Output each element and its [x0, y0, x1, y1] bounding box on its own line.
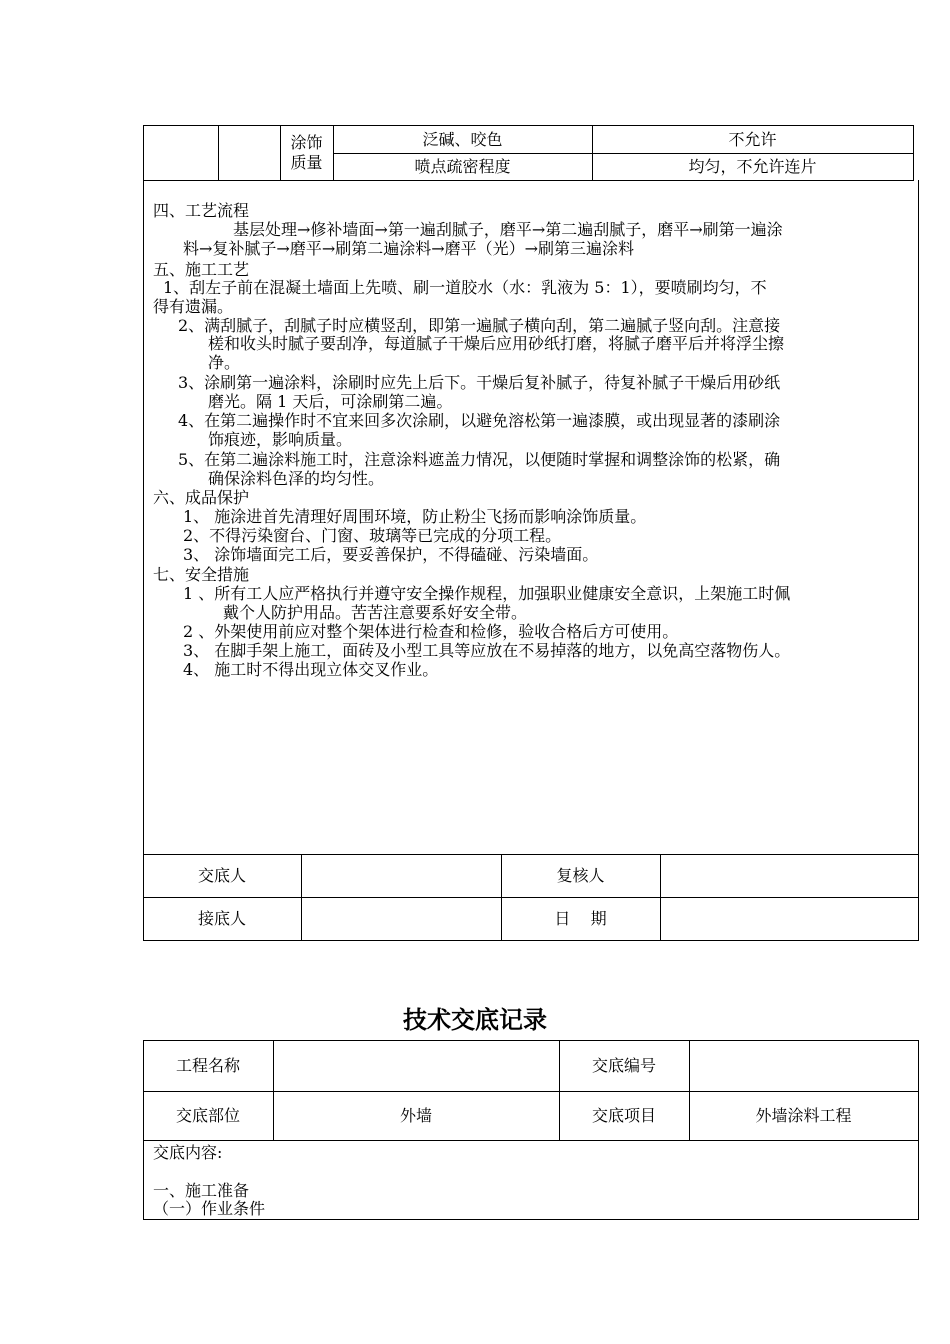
record-row-divider	[143, 1140, 919, 1141]
signature-border-top	[143, 854, 919, 855]
body-line: 确保涂料色泽的均匀性。	[208, 469, 385, 488]
table-border-top	[143, 125, 914, 126]
body-line: 槎和收头时腻子要刮净，每道腻子干燥后应用砂纸打磨，将腻子磨平后并将浮尘擦	[208, 334, 785, 353]
reviewer-label: 复核人	[556, 866, 605, 885]
project-name-label: 工程名称	[175, 1056, 240, 1075]
table-cell-item: 泛碱、咬色	[422, 130, 503, 149]
table-cell-requirement: 不允许	[728, 130, 777, 149]
page-title: 技术交底记录	[403, 1006, 547, 1034]
signature-col-line	[301, 854, 302, 940]
body-line: 得有遗漏。	[153, 297, 234, 316]
record-row-divider	[143, 1091, 919, 1092]
body-line: 1、 施涂进首先清理好周围环境，防止粉尘飞扬而影响涂饰质量。	[183, 507, 647, 526]
body-line: 4、在第二遍操作时不宜来回多次涂刷，以避免溶松第一遍漆膜，或出现显著的漆刷涂	[178, 411, 781, 430]
table-border-right	[913, 125, 914, 180]
table-border-bottom	[143, 180, 914, 181]
body-line: 料→复补腻子→磨平→刷第二遍涂料→磨平（光）→刷第三遍涂料	[183, 239, 635, 258]
item-label: 交底项目	[591, 1106, 656, 1125]
table-row-divider	[333, 153, 914, 154]
date-label: 日 期	[554, 909, 607, 928]
section-heading: 六、成品保护	[153, 488, 250, 507]
section-heading: 一、施工准备	[153, 1181, 250, 1200]
table-cell-item: 喷点疏密程度	[414, 157, 511, 176]
section-heading: 四、工艺流程	[153, 201, 250, 220]
body-line: 2、满刮腻子，刮腻子时应横竖刮，即第一遍腻子横向刮，第二遍腻子竖向刮。注意接	[178, 316, 781, 335]
frame-right-border	[918, 180, 919, 940]
signature-row-divider	[143, 897, 919, 898]
section-heading: 七、安全措施	[153, 565, 250, 584]
coating-label-line2: 质量	[290, 153, 323, 172]
record-border-right	[918, 1040, 919, 1219]
body-line: 3、 涂饰墙面完工后，要妥善保护，不得磕碰、污染墙面。	[183, 545, 599, 564]
body-line: 2 、外架使用前应对整个架体进行检查和检修，验收合格后方可使用。	[183, 622, 679, 641]
coating-label-line1: 涂饰	[290, 133, 323, 152]
frame-left-border	[143, 125, 144, 940]
body-line: 基层处理→修补墙面→第一遍刮腻子，磨平→第二遍刮腻子，磨平→刷第一遍涂	[233, 220, 783, 239]
table-col-line	[218, 125, 219, 180]
body-line: 2、不得污染窗台、门窗、玻璃等已完成的分项工程。	[183, 526, 562, 545]
item-value: 外墙涂料工程	[755, 1106, 852, 1125]
section-heading: 五、施工工艺	[153, 260, 250, 279]
content-label: 交底内容:	[153, 1143, 223, 1162]
signature-col-line	[660, 854, 661, 940]
body-line: 磨光。隔 1 天后，可涂刷第二遍。	[208, 392, 453, 411]
body-line: 1 、所有工人应严格执行并遵守安全操作规程，加强职业健康安全意识，上架施工时佩	[183, 584, 791, 603]
handover-no-label: 交底编号	[591, 1056, 656, 1075]
record-border-top	[143, 1040, 919, 1041]
part-label: 交底部位	[175, 1106, 240, 1125]
body-line: 净。	[208, 353, 241, 372]
body-line: 饰痕迹，影响质量。	[208, 430, 353, 449]
body-line: 4、 施工时不得出现立体交叉作业。	[183, 660, 439, 679]
subsection-heading: （一）作业条件	[153, 1199, 266, 1218]
record-border-bottom	[143, 1219, 919, 1220]
receiver-label: 接底人	[197, 909, 246, 928]
body-line: 3、 在脚手架上施工，面砖及小型工具等应放在不易掉落的地方，以免高空落物伤人。	[183, 641, 791, 660]
body-line: 5、在第二遍涂料施工时，注意涂料遮盖力情况，以便随时掌握和调整涂饰的松紧，确	[178, 450, 781, 469]
body-line: 戴个人防护用品。苦苦注意要系好安全带。	[223, 603, 528, 622]
handover-person-label: 交底人	[197, 866, 246, 885]
part-value: 外墙	[399, 1106, 432, 1125]
body-line: 1、刮左子前在混凝土墙面上先喷、刷一道胶水（水：乳液为 5：1），要喷刷均匀，不	[163, 278, 767, 297]
body-line: 3、涂刷第一遍涂料，涂刷时应先上后下。干燥后复补腻子，待复补腻子干燥后用砂纸	[178, 373, 781, 392]
table-cell-requirement: 均匀，不允许连片	[688, 157, 817, 176]
signature-border-bottom	[143, 940, 919, 941]
